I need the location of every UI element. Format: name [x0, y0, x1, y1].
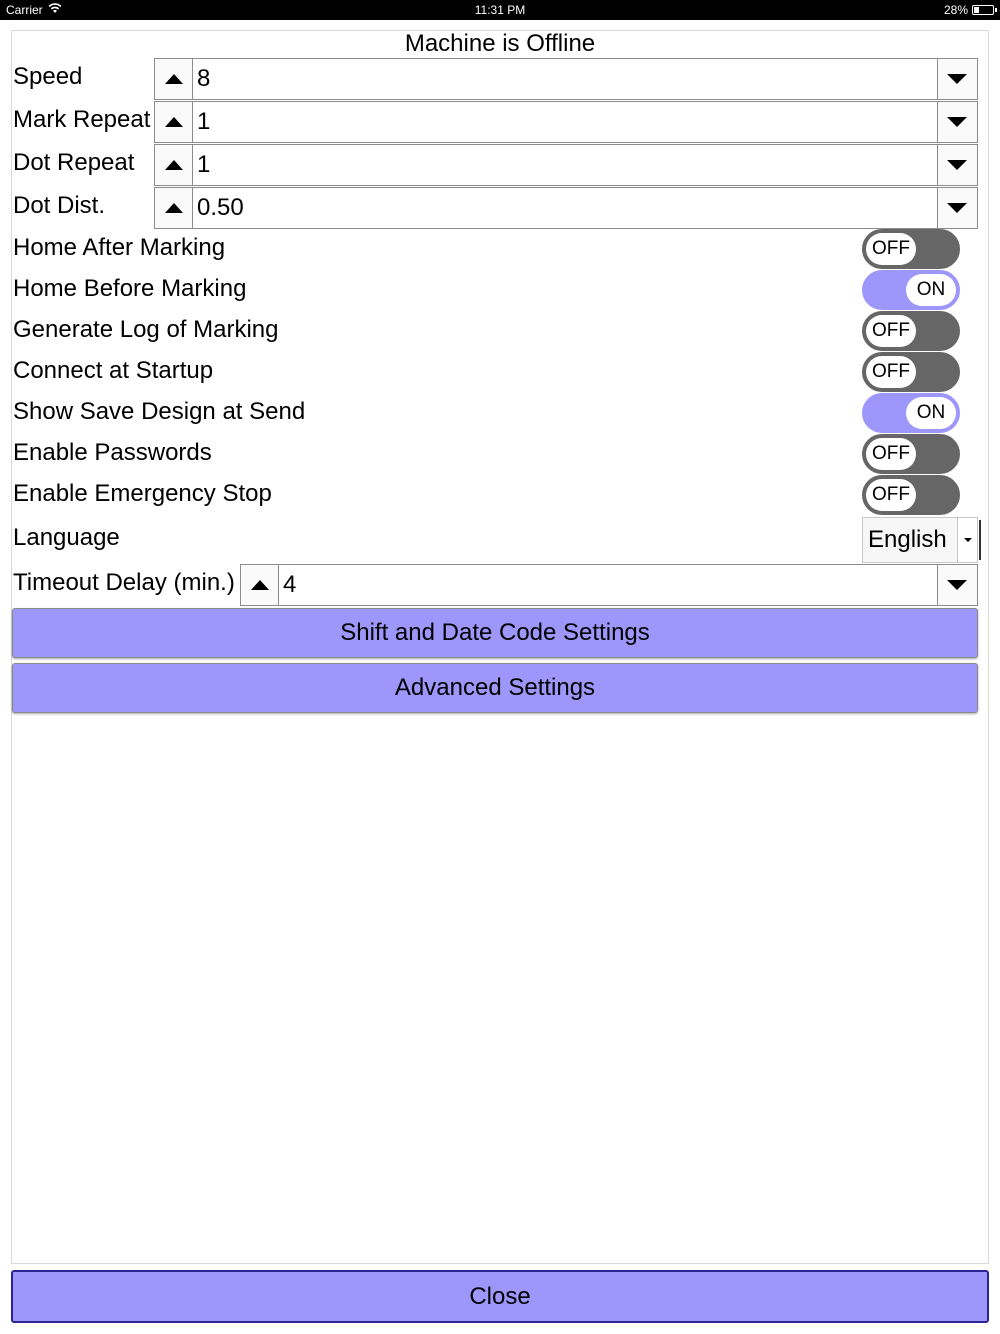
timeout-dropdown-button[interactable]: [937, 565, 977, 605]
enable-emergency-stop-toggle[interactable]: [862, 475, 960, 515]
chevron-down-icon: [957, 518, 977, 562]
advanced-settings-button[interactable]: Advanced Settings: [12, 663, 978, 713]
speed-label: Speed: [13, 63, 83, 90]
toggle-label-show-save-design: Show Save Design at Send: [13, 398, 306, 425]
dot-repeat-increment-button[interactable]: [155, 145, 193, 185]
status-bar: [0, 0, 1000, 20]
settings-panel: [11, 30, 989, 1264]
toggle-state: OFF: [866, 356, 916, 388]
clock: 11:31 PM: [474, 3, 526, 17]
toggle-label-home-after-marking: Home After Marking: [13, 234, 226, 261]
dot-repeat-value[interactable]: 1: [197, 151, 211, 178]
toggle-state: ON: [906, 274, 956, 306]
home-after-marking-toggle[interactable]: [862, 229, 960, 269]
connect-at-startup-toggle[interactable]: [862, 352, 960, 392]
timeout-label: Timeout Delay (min.): [13, 569, 235, 596]
speed-stepper: [154, 58, 978, 100]
enable-passwords-toggle[interactable]: [862, 434, 960, 474]
show-save-design-toggle[interactable]: [862, 393, 960, 433]
close-button[interactable]: Close: [11, 1270, 989, 1323]
battery-percent: 28%: [943, 3, 968, 17]
toggle-label-enable-emergency-stop: Enable Emergency Stop: [13, 480, 272, 507]
battery-icon: [972, 5, 994, 15]
dot-dist-stepper: [154, 187, 978, 229]
toggle-label-home-before-marking: Home Before Marking: [13, 275, 247, 302]
speed-increment-button[interactable]: [155, 59, 193, 99]
toggle-state: ON: [906, 397, 956, 429]
toggle-label-connect-at-startup: Connect at Startup: [13, 357, 214, 384]
timeout-stepper: [240, 564, 978, 606]
home-before-marking-toggle[interactable]: [862, 270, 960, 310]
page-title: Machine is Offline: [404, 30, 596, 57]
carrier-label: Carrier: [6, 3, 43, 17]
mark-repeat-dropdown-button[interactable]: [937, 102, 977, 142]
generate-log-toggle[interactable]: [862, 311, 960, 351]
toggle-label-generate-log: Generate Log of Marking: [13, 316, 279, 343]
mark-repeat-value[interactable]: 1: [197, 108, 211, 135]
dot-dist-value[interactable]: 0.50: [197, 194, 244, 221]
dot-repeat-dropdown-button[interactable]: [937, 145, 977, 185]
dot-repeat-label: Dot Repeat: [13, 149, 135, 176]
shift-date-code-settings-button[interactable]: Shift and Date Code Settings: [12, 608, 978, 658]
dot-dist-dropdown-button[interactable]: [937, 188, 977, 228]
toggle-label-enable-passwords: Enable Passwords: [13, 439, 212, 466]
timeout-value[interactable]: 4: [283, 571, 297, 598]
timeout-increment-button[interactable]: [241, 565, 279, 605]
dot-dist-label: Dot Dist.: [13, 192, 106, 219]
toggle-state: OFF: [866, 479, 916, 511]
mark-repeat-increment-button[interactable]: [155, 102, 193, 142]
language-select[interactable]: [862, 517, 978, 563]
language-label: Language: [13, 524, 120, 551]
language-value: English: [868, 526, 947, 553]
dot-dist-increment-button[interactable]: [155, 188, 193, 228]
mark-repeat-label: Mark Repeat: [13, 106, 151, 133]
mark-repeat-stepper: [154, 101, 978, 143]
toggle-state: OFF: [866, 233, 916, 265]
dot-repeat-stepper: [154, 144, 978, 186]
toggle-state: OFF: [866, 315, 916, 347]
toggle-state: OFF: [866, 438, 916, 470]
speed-dropdown-button[interactable]: [937, 59, 977, 99]
speed-value[interactable]: 8: [197, 65, 211, 92]
